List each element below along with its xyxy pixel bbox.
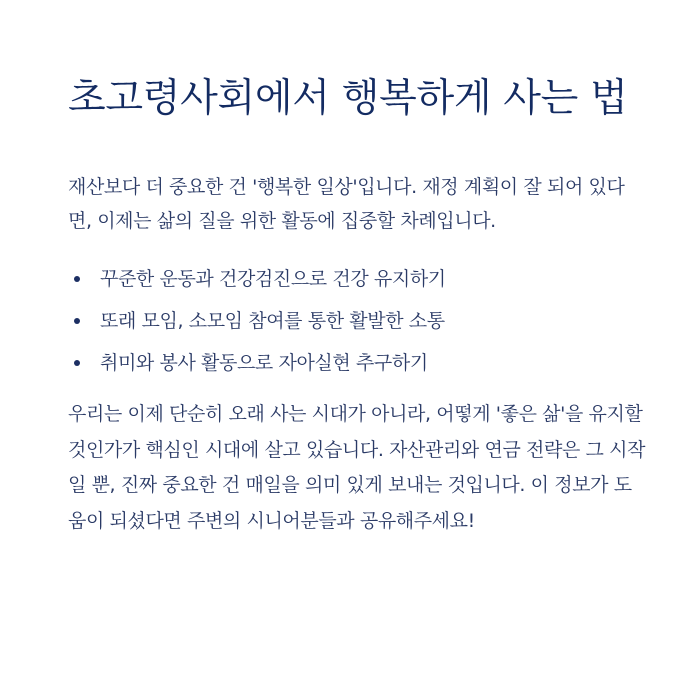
tips-list [68, 265, 648, 377]
article [68, 72, 648, 539]
list-item [68, 307, 648, 335]
bullet-icon [74, 318, 80, 324]
outro-paragraph: 우리는 이제 단순히 오래 사는 시대가 아니라, 어떻게 '좋은 삶'을 유지할 것인가가 핵심인 시대에 살고 있습니다. 자산관리와 연금 전략은 그 시작일 뿐, 진짜 중요한 건 매일을 의미 있게 보내는 것입니다. 이 정보가 도움이 되셨다면 주변의 시니어분들과 공유해주세요! [68, 403, 646, 532]
page-title: 초고령사회에서 행복하게 사는 법 [68, 76, 628, 121]
list-item [68, 349, 648, 377]
list-item-text: 꾸준한 운동과 건강검진으로 건강 유지하기 [100, 268, 446, 290]
list-item [68, 265, 648, 293]
bullet-icon [74, 360, 80, 366]
bullet-icon [74, 276, 80, 282]
intro-paragraph: 재산보다 더 중요한 건 '행복한 일상'입니다. 재정 계획이 잘 되어 있다면, 이제는 삶의 질을 위한 활동에 집중할 차례입니다. [68, 176, 625, 232]
list-item-text: 또래 모임, 소모임 참여를 통한 활발한 소통 [100, 310, 445, 332]
list-item-text: 취미와 봉사 활동으로 자아실현 추구하기 [100, 352, 428, 374]
